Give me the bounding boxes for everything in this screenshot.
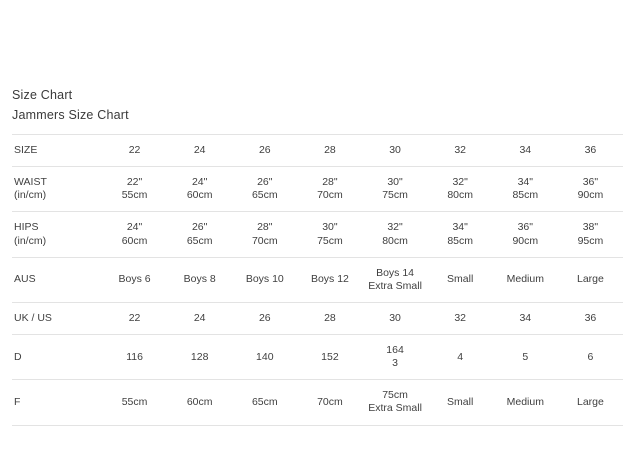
table-header-cell: 32	[454, 144, 467, 156]
row-label	[12, 302, 102, 334]
table-header-cell: 30	[389, 144, 401, 156]
cell-primary: Small	[447, 273, 474, 286]
table-header-row	[12, 135, 623, 167]
table-header-cell: 36	[584, 144, 597, 156]
table-header	[12, 135, 623, 167]
table-cell	[102, 167, 167, 212]
cell-primary: 32"	[452, 176, 468, 189]
cell-primary: 152	[321, 350, 339, 363]
table-cell	[232, 302, 297, 334]
table-cell	[102, 302, 167, 334]
cell-primary: 22	[128, 311, 141, 324]
cell-primary: 164	[386, 344, 404, 356]
table-cell	[428, 257, 493, 302]
row-label	[12, 212, 102, 257]
cell-primary: 26"	[257, 176, 273, 189]
table-cell	[558, 257, 623, 302]
size-chart-content	[12, 88, 623, 426]
table-row	[12, 335, 623, 380]
row-label-text: UK / US	[14, 311, 52, 324]
cell-primary: 116	[126, 350, 143, 363]
table-cell	[363, 167, 428, 212]
cell-primary: 26	[258, 311, 271, 324]
table-cell	[428, 380, 493, 425]
table-cell	[167, 335, 232, 380]
cell-secondary: 70cm	[251, 234, 278, 247]
table-row	[12, 380, 623, 425]
cell-primary: 4	[457, 350, 464, 363]
cell-secondary: 70cm	[317, 189, 343, 202]
cell-primary: Large	[577, 395, 604, 408]
cell-secondary: 80cm	[447, 189, 474, 202]
table-cell	[102, 335, 167, 380]
cell-secondary: Extra Small	[368, 279, 422, 292]
table-cell	[232, 212, 297, 257]
table-cell	[558, 335, 623, 380]
cell-primary: Medium	[506, 395, 544, 408]
cell-primary: 65cm	[251, 395, 278, 408]
table-cell	[493, 302, 558, 334]
table-cell	[297, 335, 362, 380]
cell-secondary: 90cm	[512, 234, 539, 247]
row-label	[12, 167, 102, 212]
cell-secondary: 55cm	[121, 189, 148, 202]
table-cell	[102, 380, 167, 425]
table-cell	[232, 257, 297, 302]
cell-primary: 32"	[387, 221, 403, 234]
table-cell	[167, 302, 232, 334]
table-cell	[493, 212, 558, 257]
row-label-text: WAIST	[14, 176, 47, 189]
cell-primary: 55cm	[121, 395, 148, 408]
size-chart-table	[12, 134, 623, 426]
cell-secondary: 95cm	[577, 234, 604, 247]
table-cell	[558, 167, 623, 212]
row-label	[12, 335, 102, 380]
cell-secondary: 3	[392, 357, 398, 370]
cell-primary: 36"	[517, 221, 534, 234]
cell-primary: Boys 10	[245, 273, 284, 286]
table-header-cell: 34	[519, 144, 532, 156]
cell-primary: 28"	[322, 176, 338, 189]
cell-primary: 34"	[517, 176, 534, 189]
table-cell	[428, 167, 493, 212]
table-header-cell: 22	[128, 144, 141, 156]
row-label-text: F	[14, 395, 21, 408]
table-cell	[428, 212, 493, 257]
table-header-cell: 24	[193, 144, 206, 156]
cell-primary: 36	[584, 311, 597, 324]
cell-primary: 26"	[191, 221, 208, 234]
cell-primary: 32	[454, 311, 467, 324]
table-cell	[558, 212, 623, 257]
row-label	[12, 257, 102, 302]
cell-primary: 30	[389, 311, 401, 324]
cell-primary: Small	[447, 395, 474, 408]
cell-primary: 28"	[257, 221, 273, 234]
table-cell	[167, 167, 232, 212]
table-cell	[428, 335, 493, 380]
cell-secondary: Extra Small	[368, 402, 422, 415]
cell-primary: 5	[522, 350, 529, 363]
cell-secondary: 60cm	[121, 234, 148, 247]
table-cell	[232, 335, 297, 380]
table-cell	[558, 380, 623, 425]
table-cell	[232, 167, 297, 212]
table-cell	[493, 257, 558, 302]
table-cell	[493, 335, 558, 380]
table-row	[12, 302, 623, 334]
cell-primary: 34	[519, 311, 532, 324]
table-row	[12, 257, 623, 302]
table-header-cell: 26	[258, 144, 271, 156]
cell-secondary: 75cm	[317, 234, 343, 247]
cell-secondary: 80cm	[382, 234, 408, 247]
table-header-cell: 28	[324, 144, 336, 156]
table-cell	[363, 380, 428, 425]
table-cell	[297, 302, 362, 334]
cell-secondary: 85cm	[447, 234, 474, 247]
cell-primary: 24"	[126, 221, 143, 234]
table-cell	[297, 380, 362, 425]
table-row	[12, 212, 623, 257]
row-label	[12, 380, 102, 425]
table-cell	[102, 212, 167, 257]
cell-primary: Boys 8	[183, 273, 216, 286]
cell-primary: 38"	[582, 221, 599, 234]
cell-secondary: 60cm	[186, 189, 213, 202]
row-label-unit: (in/cm)	[14, 189, 47, 202]
cell-primary: 60cm	[186, 395, 213, 408]
cell-primary: 6	[587, 350, 594, 363]
table-row	[12, 167, 623, 212]
table-cell	[363, 335, 428, 380]
table-cell	[167, 380, 232, 425]
table-cell	[428, 302, 493, 334]
cell-primary: Medium	[506, 273, 544, 286]
cell-primary: 70cm	[317, 395, 343, 408]
row-label-text: D	[14, 350, 22, 363]
page-subtitle: Jammers Size Chart	[12, 108, 129, 122]
cell-primary: 128	[190, 350, 209, 363]
cell-primary: 75cm	[382, 389, 408, 402]
table-body	[12, 167, 623, 425]
cell-primary: 22"	[126, 176, 143, 189]
cell-primary: 24"	[191, 176, 208, 189]
table-cell	[493, 380, 558, 425]
cell-primary: 24	[193, 311, 206, 324]
table-cell	[363, 212, 428, 257]
table-cell	[297, 212, 362, 257]
cell-primary: Boys 14	[376, 266, 415, 279]
cell-primary: 28	[324, 311, 336, 324]
cell-primary: 30"	[322, 221, 338, 234]
row-label-unit: (in/cm)	[14, 234, 47, 247]
table-cell	[363, 257, 428, 302]
cell-secondary: 65cm	[251, 189, 278, 202]
row-label-text: HIPS	[14, 221, 39, 234]
cell-primary: Boys 12	[310, 273, 349, 286]
table-cell	[232, 380, 297, 425]
cell-primary: 140	[256, 350, 274, 363]
cell-primary: 34"	[452, 221, 468, 234]
cell-primary: Boys 6	[118, 273, 151, 286]
table-header-cell-label: SIZE	[14, 144, 38, 156]
table-cell	[493, 167, 558, 212]
table-cell	[297, 257, 362, 302]
table-cell	[558, 302, 623, 334]
table-cell	[363, 302, 428, 334]
cell-secondary: 85cm	[512, 189, 539, 202]
cell-secondary: 75cm	[382, 189, 408, 202]
table-cell	[102, 257, 167, 302]
cell-secondary: 90cm	[577, 189, 604, 202]
table-cell	[167, 212, 232, 257]
row-label-text: AUS	[14, 273, 36, 286]
cell-primary: 30"	[387, 176, 403, 189]
page-title: Size Chart	[12, 88, 73, 102]
table-cell	[167, 257, 232, 302]
cell-primary: 36"	[582, 176, 599, 189]
cell-primary: Large	[577, 273, 604, 286]
table-cell	[297, 167, 362, 212]
cell-secondary: 65cm	[186, 234, 213, 247]
